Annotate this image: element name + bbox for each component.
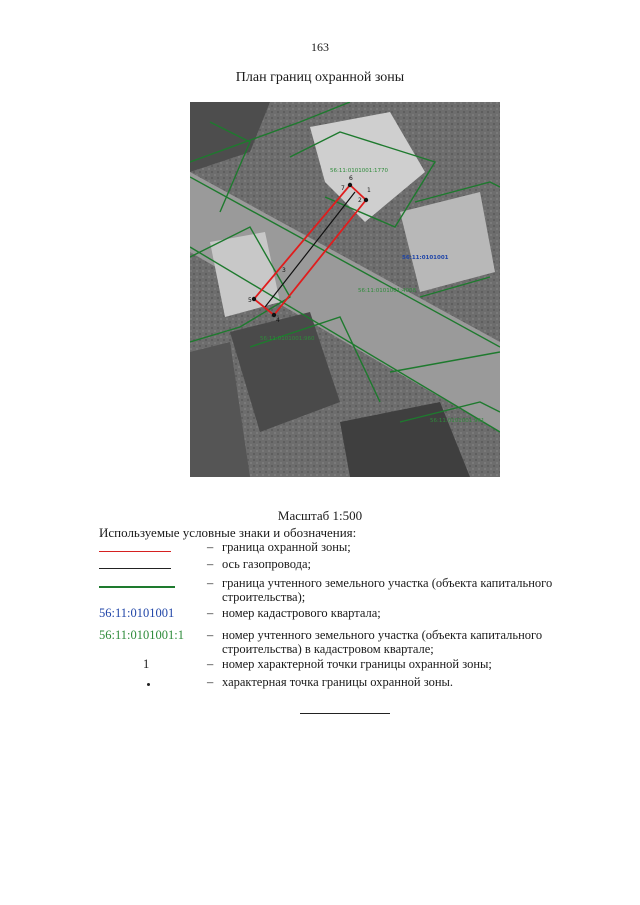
legend-text: характерная точка границы охранной зоны. bbox=[222, 675, 454, 689]
legend-text: граница учтенного земельного участка (объекта капитального строительства); bbox=[222, 576, 553, 604]
red-line-icon bbox=[99, 551, 171, 552]
closing-rule bbox=[300, 713, 390, 714]
zone-point bbox=[348, 183, 352, 187]
legend-sample bbox=[99, 675, 191, 689]
green-line-icon bbox=[99, 586, 175, 588]
legend-sample bbox=[99, 576, 191, 590]
scale-label: Масштаб 1:500 bbox=[277, 508, 363, 523]
point-label: 3 bbox=[282, 267, 286, 274]
legend-dash: – bbox=[207, 657, 214, 671]
point-number-sample: 1 bbox=[143, 657, 150, 671]
quarter-code-sample: 56:11:0101001 bbox=[99, 606, 175, 620]
black-line-icon bbox=[99, 568, 171, 569]
legend-sample bbox=[99, 540, 191, 554]
legend-text: номер кадастрового квартала; bbox=[222, 606, 381, 620]
parcel-label-top: 56:11:0101001:1770 bbox=[330, 168, 389, 174]
parcel-code-sample: 56:11:0101001:1 bbox=[99, 628, 184, 642]
legend-dash: – bbox=[207, 557, 214, 571]
legend-point-number bbox=[99, 657, 579, 673]
point-label: 6 bbox=[349, 175, 353, 182]
point-label: 7 bbox=[341, 185, 345, 192]
quarter-label: 56:11:0101001 bbox=[402, 255, 449, 261]
point-label: 5 bbox=[248, 297, 252, 304]
point-label: 4 bbox=[276, 317, 280, 324]
parcel-label-bottom: 56:11:0101001:961 bbox=[430, 418, 485, 424]
point-label: 2 bbox=[358, 197, 362, 204]
parcel-label-left: 56:11:0101001:960 bbox=[260, 336, 315, 342]
legend-pipeline-axis bbox=[99, 557, 579, 573]
zone-point bbox=[364, 198, 368, 202]
page-number: 163 bbox=[311, 40, 329, 54]
legend-dash: – bbox=[207, 540, 214, 554]
point-label: 1 bbox=[367, 187, 371, 194]
page-title: План границ охранной зоны bbox=[235, 70, 405, 85]
road-label: 56:11:0101001:4008 bbox=[358, 288, 417, 294]
point-dot-icon bbox=[147, 683, 150, 686]
legend-point-marker bbox=[99, 675, 579, 691]
legend-parcel-number bbox=[99, 628, 579, 658]
legend-zone-boundary bbox=[99, 540, 579, 556]
legend-dash: – bbox=[207, 675, 214, 689]
aerial-map bbox=[190, 102, 500, 477]
legend-heading: Используемые условные знаки и обозначения: bbox=[99, 525, 357, 540]
legend-quarter-number bbox=[99, 606, 579, 622]
legend-dash: – bbox=[207, 606, 214, 620]
legend-text: граница охранной зоны; bbox=[222, 540, 351, 554]
legend-dash: – bbox=[207, 628, 214, 642]
legend-dash: – bbox=[207, 576, 214, 590]
legend-sample bbox=[99, 557, 191, 571]
legend-text: номер характерной точки границы охранной зоны; bbox=[222, 657, 492, 671]
legend-parcel-boundary bbox=[99, 576, 579, 606]
legend-text: номер учтенного земельного участка (объекта капитального строительства) в кадастровом квартале; bbox=[222, 628, 543, 656]
zone-point bbox=[252, 297, 256, 301]
legend-text: ось газопровода; bbox=[222, 557, 312, 571]
